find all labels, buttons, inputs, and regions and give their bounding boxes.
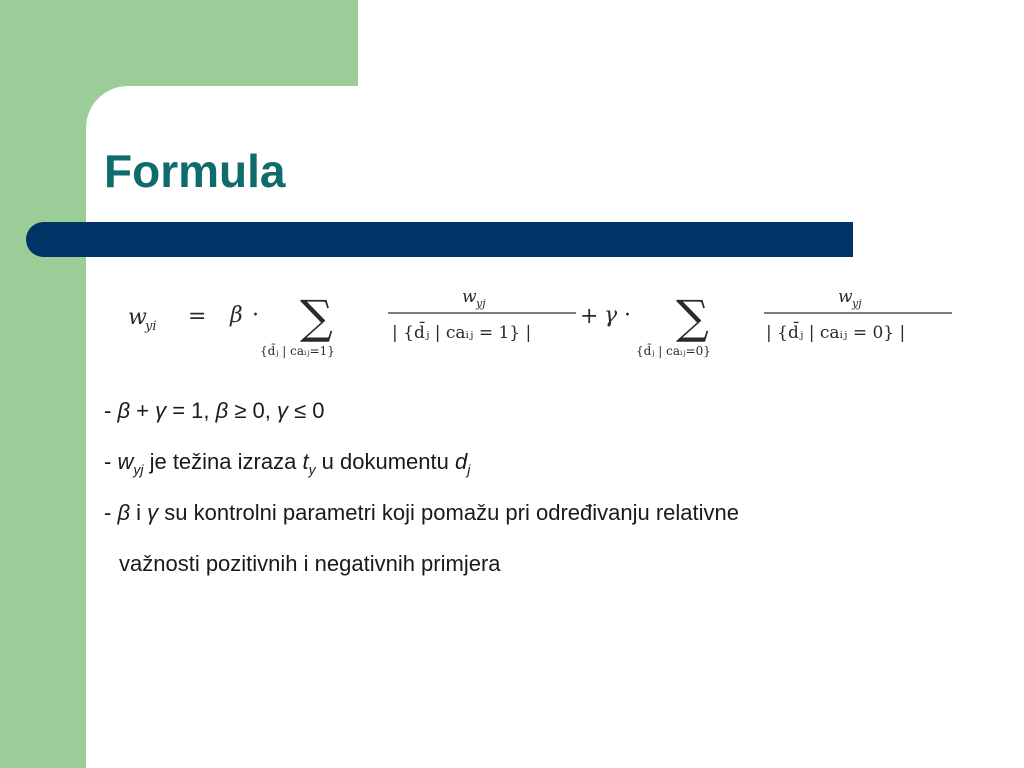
formula-dot-2: ·	[624, 303, 631, 328]
formula	[110, 280, 970, 376]
bullet-parameters: - β i γ su kontrolni parametri koji pomažu pri određivanju relativne	[104, 500, 739, 525]
bullet-constraints: - β + γ = 1, β ≥ 0, γ ≤ 0	[104, 398, 325, 423]
formula-sum-1-limits: {d̄ⱼ | caᵢⱼ=1}	[260, 344, 335, 358]
formula-denominator-2: | {d̄ⱼ | caᵢⱼ = 0} |	[766, 323, 906, 343]
formula-sum-2: ∑	[676, 290, 709, 344]
formula-numerator-2: w	[838, 287, 853, 307]
formula-numerator-1-sub: yj	[476, 297, 486, 310]
formula-equals: =	[188, 304, 207, 329]
formula-lhs: w	[128, 305, 147, 330]
formula-dot-1: ·	[252, 303, 259, 328]
title-underline-bar	[26, 222, 853, 257]
formula-beta: β	[230, 303, 243, 328]
formula-gamma: γ	[604, 303, 618, 328]
formula-denominator-1: | {d̄ⱼ | caᵢⱼ = 1} |	[392, 323, 532, 343]
formula-numerator-1: w	[462, 287, 477, 307]
bullet-list	[104, 392, 1004, 596]
bullet-parameters-continued: važnosti pozitivnih i negativnih primjera	[119, 551, 501, 576]
formula-svg	[110, 280, 970, 376]
formula-plus: +	[580, 304, 599, 329]
bullet-weight-definition: - $w_{yj}$ je težina izraza $t_y$ u dokumentu $d_j$	[104, 449, 471, 478]
formula-sum-2-limits: {d̄ⱼ | caᵢⱼ=0}	[636, 344, 711, 358]
formula-lhs-sub: yi	[145, 319, 157, 334]
formula-sum-1: ∑	[300, 290, 333, 344]
formula-numerator-2-sub: yj	[852, 297, 862, 310]
slide-title: Formula	[104, 145, 286, 197]
